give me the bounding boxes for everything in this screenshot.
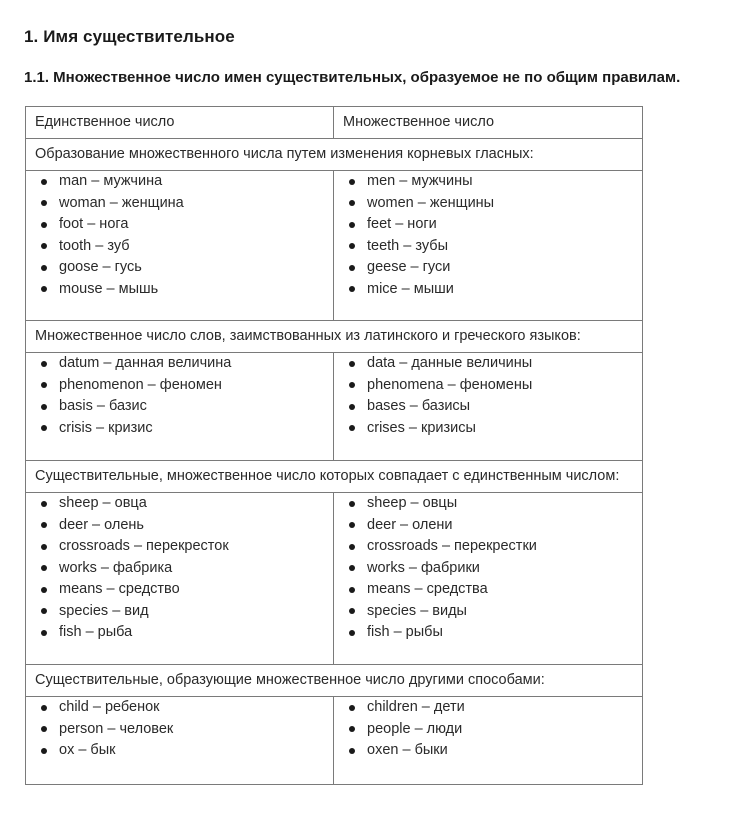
section-header: Существительные, множественное число которых совпадает с единственным числом: xyxy=(26,461,643,493)
section-lists-row xyxy=(26,171,643,321)
bullet-icon xyxy=(41,748,47,754)
section-header: Множественное число слов, заимствованных из латинского и греческого языков: xyxy=(26,321,643,353)
word-pair: ox – бык xyxy=(59,742,116,758)
section-row xyxy=(26,665,643,697)
list-item xyxy=(343,719,642,741)
list-item xyxy=(343,601,642,623)
word-pair: phenomena – феномены xyxy=(367,376,533,393)
plural-list-cell xyxy=(334,697,643,785)
table-header-row xyxy=(26,107,643,139)
word-pair: geese – гуси xyxy=(367,259,451,275)
list-item xyxy=(343,236,642,258)
bullet-icon xyxy=(41,265,47,271)
list-item xyxy=(343,214,642,236)
section-lists-row xyxy=(26,493,643,665)
bullet-icon xyxy=(349,361,355,367)
plural-list-cell xyxy=(334,171,643,321)
list-item xyxy=(343,579,642,601)
list-item xyxy=(35,279,333,301)
section-header: Образование множественного числа путем изменения корневых гласных: xyxy=(26,139,643,171)
plural-word-list xyxy=(343,171,642,300)
list-item xyxy=(35,214,333,236)
section-row xyxy=(26,139,643,171)
bullet-icon xyxy=(41,705,47,711)
bullet-icon xyxy=(41,565,47,571)
bullet-icon xyxy=(41,361,47,367)
bullet-icon xyxy=(41,222,47,228)
page-title: 1. Имя существительное xyxy=(24,27,235,46)
plural-word-list xyxy=(343,697,642,762)
bullet-icon xyxy=(349,522,355,528)
list-item xyxy=(35,171,333,193)
bullet-icon xyxy=(349,265,355,271)
bullet-icon xyxy=(349,630,355,636)
list-item xyxy=(35,493,333,515)
column-header-singular: Единственное число xyxy=(26,107,334,139)
list-item xyxy=(343,740,642,762)
plural-forms-table xyxy=(25,106,643,785)
word-pair: data – данные величины xyxy=(367,355,533,371)
list-item xyxy=(35,353,333,375)
word-pair: person – человек xyxy=(59,720,174,737)
word-pair: mouse – мышь xyxy=(59,280,159,297)
bullet-icon xyxy=(349,726,355,732)
bullet-icon xyxy=(349,286,355,292)
bullet-icon xyxy=(349,404,355,410)
word-pair: basis – базис xyxy=(59,398,147,414)
bullet-icon xyxy=(349,705,355,711)
singular-word-list xyxy=(35,493,333,644)
word-pair: works – фабрики xyxy=(367,559,480,576)
list-item xyxy=(35,601,333,623)
word-pair: goose – гусь xyxy=(59,259,142,275)
word-pair: child – ребенок xyxy=(59,699,160,715)
word-pair: tooth – зуб xyxy=(59,237,130,254)
word-pair: deer – олень xyxy=(59,516,144,533)
list-item xyxy=(35,236,333,258)
bullet-icon xyxy=(41,501,47,507)
singular-word-list xyxy=(35,353,333,439)
bullet-icon xyxy=(349,243,355,249)
list-item xyxy=(35,418,333,440)
section-lists-row xyxy=(26,353,643,461)
word-pair: fish – рыба xyxy=(59,624,133,640)
bullet-icon xyxy=(349,587,355,593)
word-pair: means – средства xyxy=(367,581,488,597)
word-pair: species – виды xyxy=(367,602,467,619)
singular-word-list xyxy=(35,171,333,300)
word-pair: men – мужчины xyxy=(367,173,473,189)
bullet-icon xyxy=(41,404,47,410)
list-item xyxy=(343,515,642,537)
word-pair: man – мужчина xyxy=(59,173,163,189)
bullet-icon xyxy=(41,179,47,185)
list-item xyxy=(343,353,642,375)
list-item xyxy=(343,279,642,301)
list-item xyxy=(35,740,333,762)
word-pair: datum – данная величина xyxy=(59,355,232,371)
word-pair: women – женщины xyxy=(367,194,495,211)
bullet-icon xyxy=(41,544,47,550)
word-pair: species – вид xyxy=(59,602,149,619)
list-item xyxy=(35,375,333,397)
word-pair: bases – базисы xyxy=(367,398,471,414)
list-item xyxy=(343,418,642,440)
list-item xyxy=(343,622,642,644)
list-item xyxy=(35,622,333,644)
section-title: 1.1. Множественное число имен существительных, образуемое не по общим правилам. xyxy=(24,69,681,86)
bullet-icon xyxy=(349,608,355,614)
word-pair: deer – олени xyxy=(367,516,453,533)
plural-list-cell xyxy=(334,353,643,461)
word-pair: means – средство xyxy=(59,581,180,597)
list-item xyxy=(343,396,642,418)
bullet-icon xyxy=(41,522,47,528)
word-pair: teeth – зубы xyxy=(367,237,448,254)
word-pair: feet – ноги xyxy=(367,216,437,232)
word-pair: crossroads – перекрестки xyxy=(367,538,537,554)
bullet-icon xyxy=(349,748,355,754)
list-item xyxy=(35,193,333,215)
word-pair: people – люди xyxy=(367,720,463,737)
bullet-icon xyxy=(349,565,355,571)
section-header: Существительные, образующие множественное число другими способами: xyxy=(26,665,643,697)
bullet-icon xyxy=(349,382,355,388)
list-item xyxy=(343,171,642,193)
list-item xyxy=(35,719,333,741)
list-item xyxy=(35,697,333,719)
word-pair: phenomenon – феномен xyxy=(59,376,222,393)
singular-word-list xyxy=(35,697,333,762)
singular-list-cell xyxy=(26,171,334,321)
singular-list-cell xyxy=(26,697,334,785)
bullet-icon xyxy=(41,608,47,614)
bullet-icon xyxy=(349,179,355,185)
list-item xyxy=(35,396,333,418)
section-lists-row xyxy=(26,697,643,785)
list-item xyxy=(35,257,333,279)
word-pair: foot – нога xyxy=(59,216,129,232)
bullet-icon xyxy=(349,222,355,228)
list-item xyxy=(343,375,642,397)
word-pair: mice – мыши xyxy=(367,280,454,297)
plural-word-list xyxy=(343,353,642,439)
bullet-icon xyxy=(349,200,355,206)
list-item xyxy=(343,558,642,580)
word-pair: works – фабрика xyxy=(59,559,173,576)
list-item xyxy=(343,257,642,279)
bullet-icon xyxy=(41,425,47,431)
word-pair: crisis – кризис xyxy=(59,419,153,436)
singular-list-cell xyxy=(26,353,334,461)
bullet-icon xyxy=(349,501,355,507)
list-item xyxy=(35,579,333,601)
word-pair: oxen – быки xyxy=(367,742,448,758)
word-pair: crises – кризисы xyxy=(367,419,476,436)
column-header-plural: Множественное число xyxy=(334,107,643,139)
singular-list-cell xyxy=(26,493,334,665)
bullet-icon xyxy=(41,286,47,292)
word-pair: fish – рыбы xyxy=(367,624,443,640)
bullet-icon xyxy=(41,587,47,593)
word-pair: crossroads – перекресток xyxy=(59,538,229,554)
list-item xyxy=(35,558,333,580)
list-item xyxy=(343,193,642,215)
word-pair: sheep – овцы xyxy=(367,495,458,511)
list-item xyxy=(343,493,642,515)
bullet-icon xyxy=(41,382,47,388)
section-row xyxy=(26,461,643,493)
list-item xyxy=(343,536,642,558)
word-pair: woman – женщина xyxy=(59,194,184,211)
plural-list-cell xyxy=(334,493,643,665)
list-item xyxy=(35,536,333,558)
bullet-icon xyxy=(41,726,47,732)
word-pair: sheep – овца xyxy=(59,495,147,511)
bullet-icon xyxy=(41,243,47,249)
plural-word-list xyxy=(343,493,642,644)
list-item xyxy=(343,697,642,719)
section-row xyxy=(26,321,643,353)
bullet-icon xyxy=(41,630,47,636)
list-item xyxy=(35,515,333,537)
bullet-icon xyxy=(41,200,47,206)
bullet-icon xyxy=(349,544,355,550)
bullet-icon xyxy=(349,425,355,431)
word-pair: children – дети xyxy=(367,699,465,715)
